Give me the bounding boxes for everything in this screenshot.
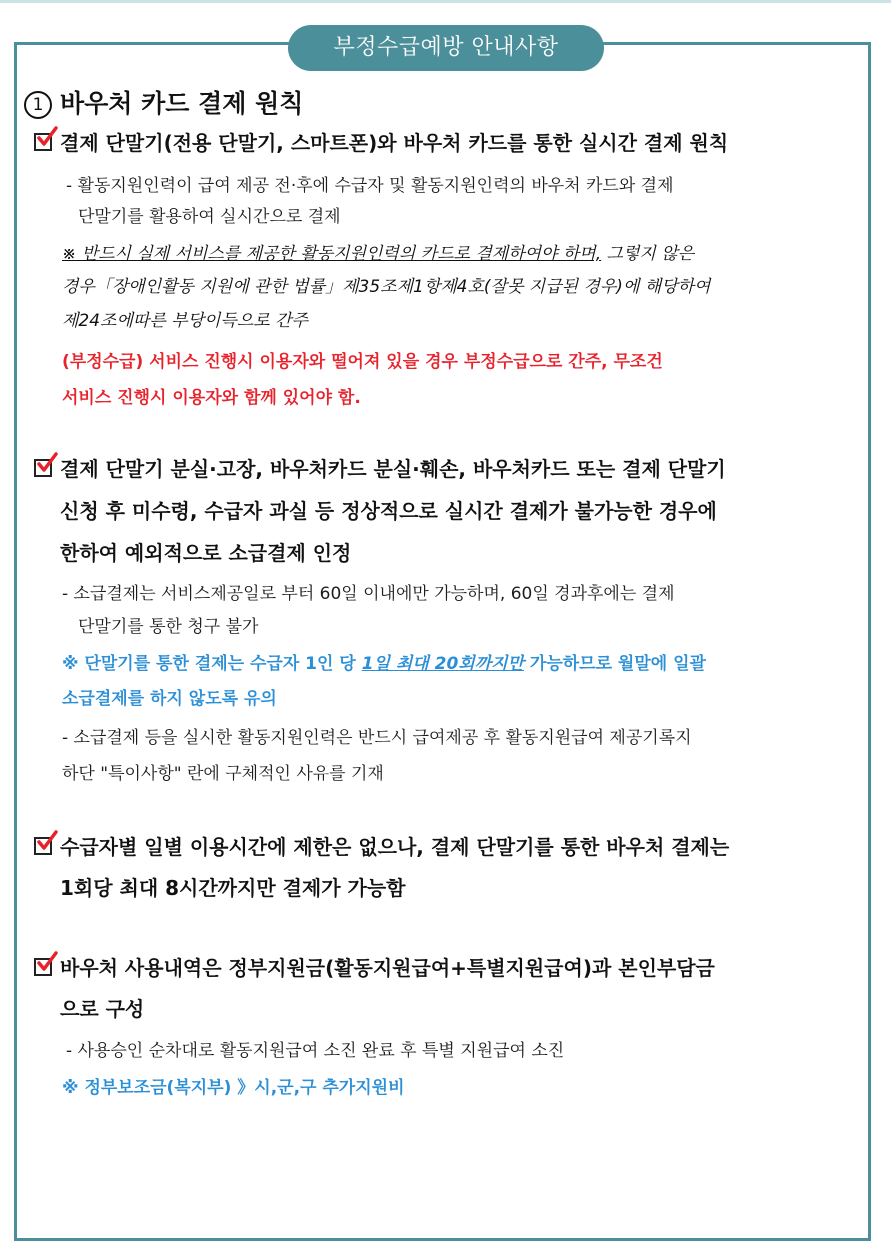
notice-text: ※ 정부보조금(복지부) 》시,군,구 추가지원비 [62,1078,405,1098]
notice-text: 경우「장애인활동 지원에 관한 법률」제35조제1항제4호(잘못 지급된 경우)에 해당하여 [62,277,711,297]
item-heading: 바우처 사용내역은 정부지원금(활동지원급여+특별지원급여)과 본인부담금 [60,956,715,980]
section-number: 1 [24,91,52,119]
item-heading: 수급자별 일별 이용시간에 제한은 없으나, 결제 단말기를 통한 바우처 결제는 [60,835,730,859]
checkbox-checked-icon [34,837,52,855]
checkbox-checked-icon [34,133,52,151]
detail-text: 단말기를 활용하여 실시간으로 결제 [78,207,341,227]
warning-text: (부정수급) 서비스 진행시 이용자와 떨어져 있을 경우 부정수급으로 간주, 무조건 [62,352,663,372]
detail-text: 하단 "특이사항" 란에 구체적인 사유를 기재 [62,764,384,784]
notice-text: 제24조에따른 부당이득으로 간주 [62,311,308,331]
detail-text: - 활동지원인력이 급여 제공 전·후에 수급자 및 활동지원인력의 바우처 카드와 결제 [66,176,674,196]
notice-text-part: 가능하므로 월말에 일괄 [523,654,706,674]
notice-text: 소급결제를 하지 않도록 유의 [62,689,277,709]
notice-text-part: ※ 단말기를 통한 결제는 수급자 1인 당 [62,654,362,674]
item-heading: 결제 단말기 분실·고장, 바우처카드 분실·훼손, 바우처카드 또는 결제 단말기 [60,457,726,481]
detail-text: - 소급결제는 서비스제공일로 부터 60일 이내에만 가능하며, 60일 경과후에는 결제 [62,584,675,604]
notice-underlined: 1일 최대 20회까지만 [361,654,524,674]
item-heading: 결제 단말기(전용 단말기, 스마트폰)와 바우처 카드를 통한 실시간 결제 원칙 [60,131,729,155]
top-divider [0,0,891,3]
notice-text-part: 그렇지 않은 [601,244,695,264]
checklist-item-realtime-payment [34,126,728,161]
notice-text [62,239,694,269]
item-heading-continued: 으로 구성 [60,997,145,1021]
notice-text [62,649,706,679]
detail-text: 단말기를 통한 청구 불가 [78,617,259,637]
section-heading [24,84,303,120]
checklist-item-usage-limit [34,830,729,865]
page-title: 부정수급예방 안내사항 [288,25,604,71]
item-heading-continued: 한하여 예외적으로 소급결제 인정 [60,541,352,565]
item-heading-continued: 1회당 최대 8시간까지만 결제가 가능함 [60,876,406,900]
notice-underlined: ※ 반드시 실제 서비스를 제공한 활동지원인력의 카드로 결제하여야 하며, [62,244,602,264]
checkbox-checked-icon [34,958,52,976]
section-title: 바우처 카드 결제 원칙 [60,89,304,118]
detail-text: - 소급결제 등을 실시한 활동지원인력은 반드시 급여제공 후 활동지원급여 제공기록지 [62,728,692,748]
checklist-item-voucher-composition [34,951,715,986]
checklist-item-retroactive-payment [34,452,726,487]
warning-text: 서비스 진행시 이용자와 함께 있어야 함. [62,388,361,408]
detail-text: - 사용승인 순차대로 활동지원급여 소진 완료 후 특별 지원급여 소진 [66,1041,565,1061]
checkbox-checked-icon [34,459,52,477]
item-heading-continued: 신청 후 미수령, 수급자 과실 등 정상적으로 실시간 결제가 불가능한 경우에 [60,499,717,523]
